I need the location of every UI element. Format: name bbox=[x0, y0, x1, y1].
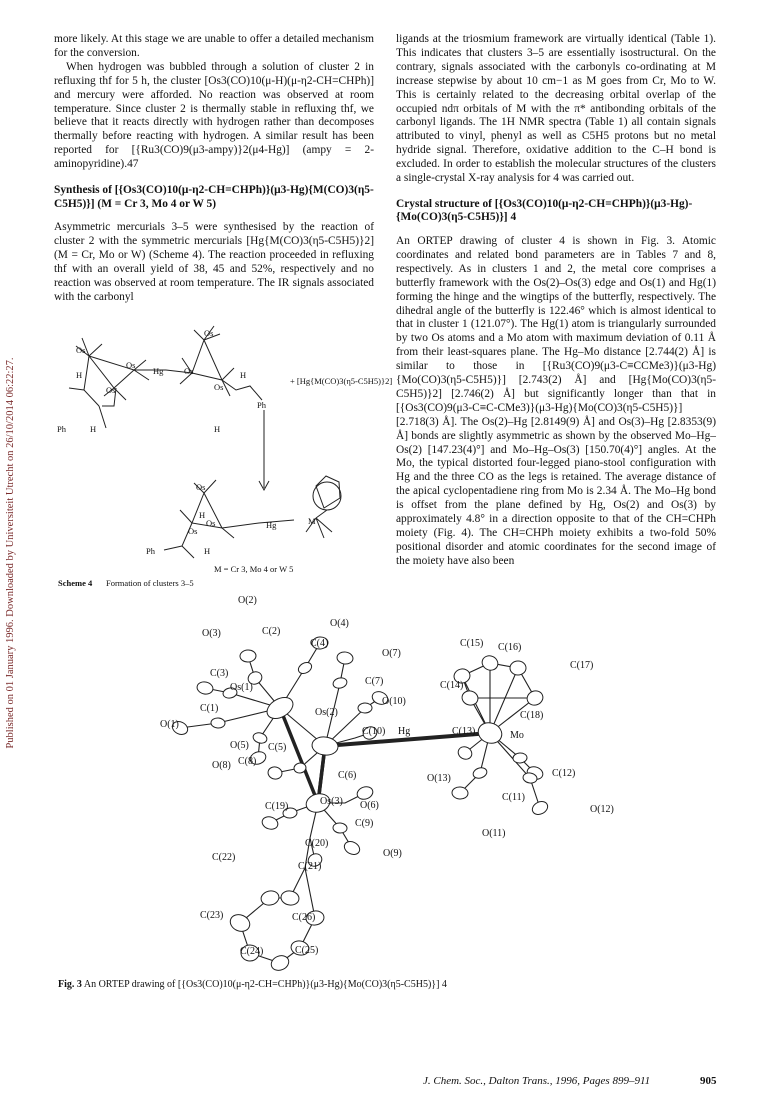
atom-label: Os(1) bbox=[230, 682, 253, 693]
atom-label: C(3) bbox=[210, 668, 229, 679]
os-label: Os bbox=[188, 526, 198, 536]
thermal-ellipsoid bbox=[460, 689, 479, 707]
h-label: H bbox=[214, 424, 221, 434]
hg-label: Hg bbox=[266, 520, 277, 530]
thermal-ellipsoid bbox=[510, 661, 526, 675]
reagent-label: + [Hg{M(CO)3(η5-C5H5)}2] bbox=[290, 376, 393, 386]
thermal-ellipsoid bbox=[513, 753, 528, 764]
paragraph: Asymmetric mercurials 3–5 were synthesised by the reaction of cluster 2 with the symmetric mercurials [Hg{M(CO)3(η5-C5H5)}2] (M = Cr, Mo or W) (Scheme 4). The reaction proceeded in refluxing thf with an overall yield of 38, 45 and 52%, respectively and no reaction was observed at room temperature. The IR signals associated with the carbonyl bbox=[54, 221, 374, 303]
figure-caption-label: Fig. 3 bbox=[58, 979, 82, 990]
atom-label: C(16) bbox=[498, 642, 522, 653]
thermal-ellipsoid bbox=[358, 703, 372, 713]
atom-label: C(13) bbox=[452, 726, 476, 737]
thermal-ellipsoid bbox=[332, 676, 348, 689]
atom-label: O(13) bbox=[427, 773, 451, 784]
os-label: Os bbox=[214, 382, 224, 392]
os-label: Os bbox=[184, 366, 194, 376]
atom-label: C(6) bbox=[338, 770, 357, 781]
atom-label: C(11) bbox=[502, 792, 525, 803]
atom-label: C(5) bbox=[268, 742, 287, 753]
atom-label: O(4) bbox=[330, 618, 349, 629]
atom-label: C(25) bbox=[295, 945, 319, 956]
atom-label: O(11) bbox=[482, 828, 506, 839]
atom-label: C(9) bbox=[355, 818, 374, 829]
paragraph: When hydrogen was bubbled through a solution of cluster 2 in refluxing thf for 5 h, the cluster [Os3(CO)10(μ-H)(μ-η2-CH=CHPh)] and mercury were afforded. No reaction was observed at room temperature. Since cluster 2 is thermally stable in refluxing thf, we believe that it reacts directly with hydrogen rather than decomposes thermally before reacting with hydrogen. A similar result has been reported for [{Ru3(CO)9(μ3-ampy)}2(μ4-Hg)] (ampy = 2-aminopyridine).47 bbox=[54, 60, 374, 171]
paragraph: An ORTEP drawing of cluster 4 is shown in Fig. 3. Atomic coordinates and related bond parameters are in Tables 7 and 8, respectively. As in clusters 1 and 2, the metal core comprises a butterfly framework with the Os(2)–Os(3) edge and Os(1) and Hg(1) forming the hinge and the wingtips of the butterfly, respectively. The dihedral angle of the butterfly is 122.46° which is almost identical to that in cluster 1 (121.07°). The Hg(1) atom is triangularly surrounded by two Os atoms and a Mo atom with maximum deviation of 0.11 Å from their least-squares plane. The Hg–Mo distance [2.744(2) Å] is similar to those in [{Ru3(CO)9(μ3-C≡CCMe3)}(μ3-Hg){Mo(CO)3(η5-C5H5)}] [2.743(2) Å] and [Hg{Mo(CO)3(η5-C5H5)}2] [2.746(2) Å] but significantly longer than that in [{Os3(CO)9(μ3-C≡C-CMe3)}(μ3-Hg){Mo(CO)3(η5-C5H5)}] [2.718(3) Å]. The Os(2)–Hg [2.8149(9) Å] and Os(3)–Hg [2.8353(9) Å] bonds are slightly asymmetric as shown by the observed Mo–Hg–Os(2) [147.23(4)°] and Mo–Hg–Os(3) [150.70(4)°] angles. At the Mo, the typical distorted four-legged piano-stool configuration with Hg and the three CO as the legs is retained. The average distance of the apical cyclopentadiene ring from Mo is 2.34 Å. The Mo–Hg bond is offset from the plane defined by Hg, Os(2) and Os(3) by approximately 4.8° in a direction opposite to that of the CH=CHPh moiety (Fig. 4). The CH=CHPh moiety exhibits a two-fold 50% positional disorder and atomic coordinates for the second image of the moiety have also been bbox=[396, 234, 716, 567]
thermal-ellipsoid bbox=[342, 839, 362, 857]
atom-label: C(7) bbox=[365, 676, 384, 687]
atom-label: O(6) bbox=[360, 800, 379, 811]
scheme-4 bbox=[54, 318, 393, 588]
thermal-ellipsoid bbox=[333, 823, 348, 834]
thermal-ellipsoid bbox=[530, 799, 550, 817]
atom-label: O(2) bbox=[238, 595, 257, 606]
atom-label: Os(2) bbox=[315, 707, 338, 718]
atom-label: C(20) bbox=[305, 838, 329, 849]
scheme-caption: Formation of clusters 3–5 bbox=[106, 578, 194, 588]
thermal-ellipsoid bbox=[267, 766, 283, 781]
atom-label: C(21) bbox=[298, 861, 322, 872]
atom-label: C(19) bbox=[265, 801, 289, 812]
atom-label: O(8) bbox=[212, 760, 231, 771]
hg-label: Hg bbox=[153, 366, 164, 376]
os-label: Os bbox=[126, 360, 136, 370]
atom-label: O(7) bbox=[382, 648, 401, 659]
thermal-ellipsoid bbox=[472, 766, 488, 780]
atom-label: O(9) bbox=[383, 848, 402, 859]
ortep-drawing bbox=[140, 595, 700, 978]
atom-label: C(14) bbox=[440, 680, 464, 691]
h-label: H bbox=[240, 370, 247, 380]
atom-label: O(3) bbox=[202, 628, 221, 639]
ph-label: Ph bbox=[57, 424, 66, 434]
thermal-ellipsoid bbox=[452, 786, 469, 799]
thermal-ellipsoid bbox=[211, 718, 226, 729]
section-heading: Synthesis of [{Os3(CO)10(μ-η2-CH=CHPh)}(μ3-Hg){M(CO)3(η5-C5H5)}] (M = Cr 3, Mo 4 or W 5) bbox=[54, 184, 374, 210]
ortep-figure bbox=[140, 595, 700, 978]
atom-label: C(8) bbox=[238, 756, 257, 767]
section-heading: Crystal structure of [{Os3(CO)10(μ-η2-CH=CHPh)}(μ3-Hg)-{Mo(CO)3(η5-C5H5)}] 4 bbox=[396, 197, 693, 224]
h-label: H bbox=[76, 370, 83, 380]
thermal-ellipsoid bbox=[480, 653, 500, 672]
figure-caption-text: An ORTEP drawing of [{Os3(CO)10(μ-η2-CH=CHPh)}(μ3-Hg){Mo(CO)3(η5-C5H5)}] 4 bbox=[83, 979, 447, 990]
journal-footer: J. Chem. Soc., Dalton Trans., 1996, Pages 899–911 bbox=[423, 1075, 651, 1087]
thermal-ellipsoid bbox=[269, 953, 291, 973]
thermal-ellipsoid bbox=[252, 731, 268, 745]
atom-label: C(4) bbox=[310, 638, 329, 649]
thermal-ellipsoid bbox=[311, 735, 339, 756]
atom-label: Hg bbox=[398, 726, 411, 737]
atom-label: O(5) bbox=[230, 740, 249, 751]
thermal-ellipsoid bbox=[355, 785, 374, 802]
os-label: Os bbox=[196, 482, 206, 492]
download-notice: Published on 01 January 1996. Downloaded by Universiteit Utrecht on 26/10/2014 06:22:27. bbox=[5, 357, 16, 749]
atom-label: C(26) bbox=[292, 912, 316, 923]
h-label: H bbox=[204, 546, 211, 556]
thermal-ellipsoid bbox=[456, 744, 474, 761]
ph-label: Ph bbox=[257, 400, 266, 410]
scheme-drawing bbox=[54, 318, 393, 588]
atom-label: C(24) bbox=[240, 946, 264, 957]
atom-label: C(22) bbox=[212, 852, 236, 863]
thermal-ellipsoid bbox=[280, 890, 300, 907]
figure-caption bbox=[58, 979, 447, 990]
paragraph: more likely. At this stage we are unable to offer a detailed mechanism for the conversion. bbox=[54, 33, 374, 59]
thermal-ellipsoid bbox=[336, 651, 354, 665]
right-column bbox=[396, 33, 716, 569]
atom-label: C(2) bbox=[262, 626, 281, 637]
atom-label: C(10) bbox=[362, 726, 386, 737]
os-label: Os bbox=[76, 345, 86, 355]
atom-label: C(12) bbox=[552, 768, 576, 779]
paragraph: ligands at the triosmium framework are virtually identical (Table 1). This indicates that clusters 3–5 are essentially isostructural. On the contrary, signals associated with the carbonyls co-ordinating at M increase stepwise by about 10 cm−1 as M goes from Cr, Mo to W. This is certainly related to the decreasing orbital overlap of the occupied ndπ orbitals of M with the π* antibonding orbitals of the carbonyl ligands. The 1H NMR spectra (Table 1) all contain signals attributed to vinyl, phenyl as well as C5H5 protons but no metal hydride signal. Therefore, oxidative addition to the C–H bond is excluded. In order to establish the molecular structures of the clusters a single-crystal X-ray analysis for 4 was carried out. bbox=[396, 33, 716, 185]
atom-label: O(10) bbox=[382, 696, 406, 707]
metal-note: M = Cr 3, Mo 4 or W 5 bbox=[214, 564, 294, 574]
m-label: M bbox=[308, 516, 316, 526]
thermal-ellipsoid bbox=[525, 689, 545, 708]
page-number: 905 bbox=[700, 1075, 717, 1087]
scheme-caption-label: Scheme 4 bbox=[58, 578, 93, 588]
atom-label: O(1) bbox=[160, 719, 179, 730]
atom-label: C(18) bbox=[520, 710, 544, 721]
h-label: H bbox=[90, 424, 97, 434]
thermal-ellipsoid bbox=[261, 815, 280, 831]
thermal-ellipsoid bbox=[240, 650, 256, 663]
ph-label: Ph bbox=[146, 546, 155, 556]
atom-label: C(1) bbox=[200, 703, 219, 714]
atom-label: O(12) bbox=[590, 804, 614, 815]
atom-label: Os(3) bbox=[320, 796, 343, 807]
atom-label: Mo bbox=[510, 730, 524, 741]
os-label: Os bbox=[204, 328, 214, 338]
os-label: Os bbox=[206, 518, 216, 528]
thermal-ellipsoid bbox=[475, 719, 505, 746]
os-label: Os bbox=[106, 385, 116, 395]
atom-label: C(17) bbox=[570, 660, 594, 671]
thermal-ellipsoid bbox=[296, 660, 313, 676]
left-column bbox=[54, 33, 374, 305]
atom-label: C(23) bbox=[200, 910, 224, 921]
h-label: H bbox=[199, 510, 206, 520]
thermal-ellipsoid bbox=[196, 680, 214, 695]
atom-label: C(15) bbox=[460, 638, 484, 649]
